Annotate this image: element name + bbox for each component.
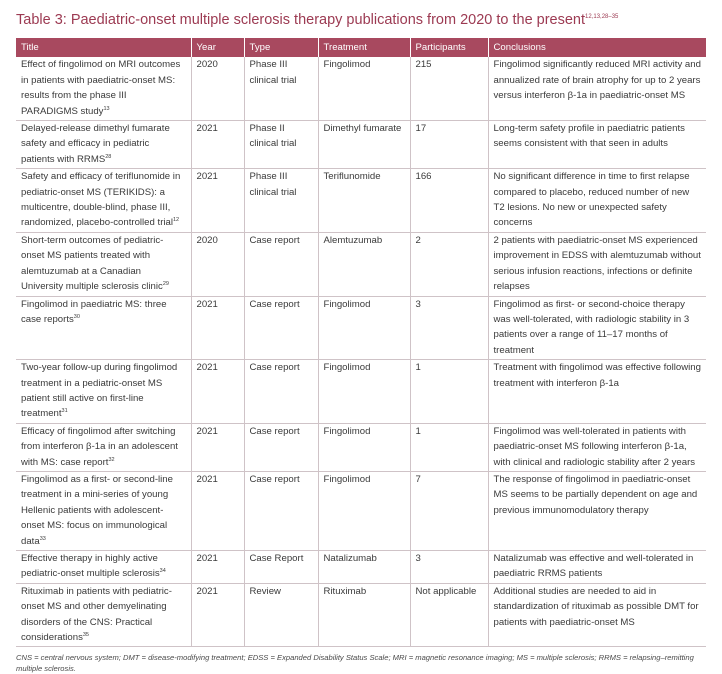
cell-conclusions: Natalizumab was effective and well-tolerated in paediatric RRMS patients xyxy=(488,551,706,584)
cell-participants: 17 xyxy=(410,121,488,169)
table-caption xyxy=(16,12,706,38)
table-row xyxy=(16,169,706,233)
cell-conclusions: Fingolimod significantly reduced MRI activity and annualized rate of brain atrophy for up to 2 years versus interferon β-1a in paediatric-onset MS xyxy=(488,57,706,120)
cell-year: 2021 xyxy=(191,296,244,360)
cell-treatment: Dimethyl fumarate xyxy=(318,121,410,169)
column-header-type: Type xyxy=(244,38,318,57)
cell-year: 2021 xyxy=(191,360,244,424)
cell-type: Phase II clinical trial xyxy=(244,121,318,169)
cell-year: 2021 xyxy=(191,551,244,584)
cell-conclusions: Treatment with fingolimod was effective following treatment with interferon β-1a xyxy=(488,360,706,424)
cell-participants: 3 xyxy=(410,296,488,360)
reference-number: 12 xyxy=(172,217,180,224)
cell-type: Review xyxy=(244,583,318,647)
cell-participants: 7 xyxy=(410,471,488,550)
table-row xyxy=(16,471,706,550)
cell-treatment: Fingolimod xyxy=(318,296,410,360)
cell-title xyxy=(16,471,191,550)
cell-conclusions: The response of fingolimod in paediatric-onset MS seems to be partially dependent on age and previous immunomodulatory therapy xyxy=(488,471,706,550)
cell-participants: Not applicable xyxy=(410,583,488,647)
cell-type: Case report xyxy=(244,471,318,550)
table-header-row xyxy=(16,38,706,57)
cell-title-text: Delayed-release dimethyl fumarate safety and efficacy in pediatric patients with RRMS xyxy=(21,123,170,165)
column-header-conclusions: Conclusions xyxy=(488,38,706,57)
cell-conclusions: Fingolimod was well-tolerated in patients with paediatric-onset MS following interferon β-1a, with clinical and radiologic stability after 2 years xyxy=(488,423,706,471)
table-row xyxy=(16,121,706,169)
cell-title-text: Short-term outcomes of pediatric-onset MS patients treated with alemtuzumab at a Canadian University multiple sclerosis clinic xyxy=(21,234,164,293)
cell-conclusions: Additional studies are needed to aid in standardization of rituximab as possible DMT for patients with paediatric-onset MS xyxy=(488,583,706,647)
cell-type: Case report xyxy=(244,423,318,471)
cell-title-text: Effective therapy in highly active pediatric-onset multiple sclerosis xyxy=(21,553,160,580)
cell-year: 2021 xyxy=(191,471,244,550)
cell-type: Phase III clinical trial xyxy=(244,57,318,120)
cell-title xyxy=(16,423,191,471)
column-header-participants: Participants xyxy=(410,38,488,57)
cell-year: 2020 xyxy=(191,232,244,296)
cell-type: Case report xyxy=(244,232,318,296)
cell-year: 2021 xyxy=(191,121,244,169)
table-row xyxy=(16,583,706,647)
reference-number: 34 xyxy=(159,568,166,575)
reference-number: 29 xyxy=(162,280,169,287)
table-title-text: Table 3: Paediatric-onset multiple sclerosis therapy publications from 2020 to the present xyxy=(16,12,586,28)
cell-conclusions: 2 patients with paediatric-onset MS experienced improvement in EDSS with alemtuzumab without serious infusion reactions, infections or definite relapses xyxy=(488,232,706,296)
cell-conclusions: No significant difference in time to first relapse compared to placebo, reduced number of new T2 lesions. No new or unexpected safety concerns xyxy=(488,169,706,233)
reference-number: 33 xyxy=(39,535,46,542)
table-title-refs: 12,13,28–35 xyxy=(585,14,619,21)
cell-title xyxy=(16,360,191,424)
cell-type: Case report xyxy=(244,296,318,360)
reference-number: 28 xyxy=(105,153,112,160)
cell-conclusions: Long-term safety profile in paediatric patients seems consistent with that seen in adults xyxy=(488,121,706,169)
cell-type: Phase III clinical trial xyxy=(244,169,318,233)
column-header-year: Year xyxy=(191,38,244,57)
table-row xyxy=(16,296,706,360)
cell-title xyxy=(16,232,191,296)
cell-title-text: Two-year follow-up during fingolimod treatment in a pediatric-onset MS patient still active on first-line treatment xyxy=(21,362,178,420)
cell-title xyxy=(16,169,191,233)
cell-year: 2021 xyxy=(191,583,244,647)
cell-treatment: Fingolimod xyxy=(318,471,410,550)
table-row xyxy=(16,551,706,584)
cell-treatment: Alemtuzumab xyxy=(318,232,410,296)
cell-title-text: Fingolimod as a first- or second-line treatment in a mini-series of young Hellenic patients with adolescent-onset MS: focus on immunological data xyxy=(21,473,173,547)
table-row xyxy=(16,423,706,471)
cell-year: 2021 xyxy=(191,423,244,471)
table-row xyxy=(16,360,706,424)
cell-participants: 3 xyxy=(410,551,488,584)
cell-title-text: Fingolimod in paediatric MS: three case reports xyxy=(21,298,167,325)
column-header-treatment: Treatment xyxy=(318,38,410,57)
cell-treatment: Teriflunomide xyxy=(318,169,410,233)
reference-number: 31 xyxy=(61,408,68,415)
cell-title-text: Efficacy of fingolimod after switching from interferon β-1a in an adolescent with MS: case report xyxy=(21,425,178,468)
table-title xyxy=(16,12,618,28)
reference-number: 32 xyxy=(108,456,115,463)
cell-year: 2021 xyxy=(191,169,244,233)
cell-type: Case Report xyxy=(244,551,318,584)
cell-title xyxy=(16,121,191,169)
table-footnote: CNS = central nervous system; DMT = disease-modifying treatment; EDSS = Expanded Disability Status Scale; MRI = magnetic resonance imaging; MS = multiple sclerosis; RRMS = relapsing–remitting multiple sclerosis. xyxy=(16,653,694,673)
reference-number: 30 xyxy=(73,313,80,320)
cell-treatment: Fingolimod xyxy=(318,57,410,120)
table-row xyxy=(16,57,706,120)
cell-title xyxy=(16,57,191,120)
publications-table xyxy=(16,38,706,647)
cell-participants: 166 xyxy=(410,169,488,233)
column-header-title: Title xyxy=(16,38,191,57)
table-body xyxy=(16,57,706,647)
cell-title xyxy=(16,583,191,647)
reference-number: 13 xyxy=(103,105,110,112)
cell-type: Case report xyxy=(244,360,318,424)
cell-treatment: Fingolimod xyxy=(318,360,410,424)
cell-treatment: Fingolimod xyxy=(318,423,410,471)
cell-treatment: Rituximab xyxy=(318,583,410,647)
cell-participants: 215 xyxy=(410,57,488,120)
table-row xyxy=(16,232,706,296)
cell-title xyxy=(16,296,191,360)
cell-participants: 1 xyxy=(410,360,488,424)
cell-year: 2020 xyxy=(191,57,244,120)
cell-title-text: Rituximab in patients with pediatric-onset MS and other demyelinating disorders of the CNS: Practical considerations xyxy=(21,585,172,644)
cell-participants: 1 xyxy=(410,423,488,471)
cell-title xyxy=(16,551,191,584)
cell-conclusions: Fingolimod as first- or second-choice therapy was well-tolerated, with radiologic stability in 3 patients over a range of 11–17 months of treatment xyxy=(488,296,706,360)
cell-treatment: Natalizumab xyxy=(318,551,410,584)
cell-title-text: Effect of fingolimod on MRI outcomes in patients with paediatric-onset MS: results from the phase III PARADIGMS study xyxy=(21,59,181,117)
cell-title-text: Safety and efficacy of teriflunomide in pediatric-onset MS (TERIKIDS): a multicentre, double-blind, phase III, randomized, placebo-controlled trial xyxy=(21,171,181,229)
cell-participants: 2 xyxy=(410,232,488,296)
reference-number: 35 xyxy=(82,631,89,638)
